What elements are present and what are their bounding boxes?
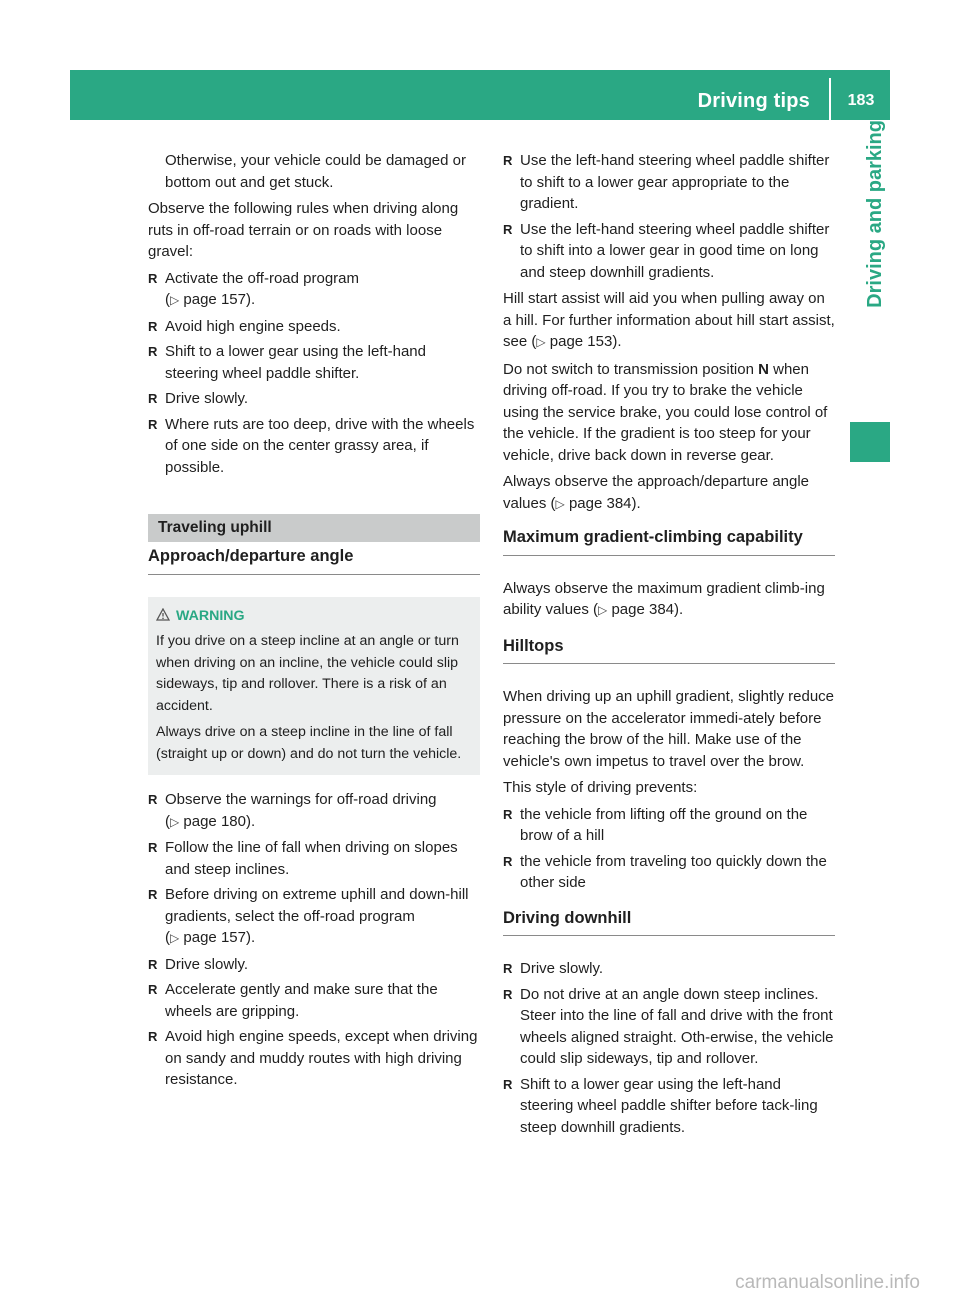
angle-text: [503, 471, 835, 515]
page-ref-link[interactable]: page 180).: [183, 812, 256, 830]
warning-box: [148, 597, 480, 776]
page-number: 183: [847, 92, 875, 109]
warning-text-1: If you drive on a steep incline at an angle or turn when driving on an incline, the vehicle could slip sideways, tip and rollover. There is a risk of an accident.: [156, 633, 459, 714]
list-item-text: Where ruts are too deep, drive with the wheels of one side on the center grassy area, if possible.: [165, 415, 475, 476]
neutral-post: when driving off-road. If you try to brake the vehicle using the service brake, you could lose control of the vehicle. If the gradient is too steep for your vehicle, drive back down in reverse gear.: [503, 360, 828, 464]
hilltops-text-2: This style of driving prevents:: [503, 779, 698, 796]
list-item: [148, 1026, 480, 1091]
list-item-text: Avoid high engine speeds, except when driving on sandy and muddy routes with high driving resistance.: [165, 1028, 478, 1088]
neutral-warning-text: [503, 359, 835, 467]
warning-triangle-icon: [156, 607, 170, 629]
header-separator: [829, 78, 831, 120]
hilltops-list: [503, 804, 835, 894]
uphill-list: [148, 789, 480, 1091]
transmission-position: N: [758, 360, 769, 378]
right-column: [503, 150, 835, 1143]
section-title: Traveling uphill: [148, 514, 480, 542]
list-item: R Observe the warnings for off-road driving (▷ page 180).: [148, 789, 480, 833]
list-item-text: Drive slowly.: [165, 955, 249, 973]
list-item: R Activate the off-road program (▷ page 157).: [148, 268, 480, 312]
warning-text-2: Always drive on a steep incline in the line of fall (straight up or down) and do not turn the vehicle.: [156, 724, 462, 762]
side-tab-label: Driving and parking: [864, 120, 886, 308]
list-item: [148, 316, 480, 338]
paddle-list: [503, 150, 835, 283]
page-ref-icon: ▷: [536, 335, 546, 349]
approach-heading: Approach/departure angle: [148, 546, 480, 575]
list-item: [148, 341, 480, 384]
list-item: [148, 954, 480, 976]
neutral-pre: Do not switch to transmission position: [503, 360, 759, 378]
list-item-text: Use the left-hand steering wheel paddle shifter to shift into a lower gear in good time on long and steep downhill gradients.: [520, 220, 830, 281]
list-item-text: Use the left-hand steering wheel paddle shifter to shift to a lower gear appropriate to the gradient.: [520, 152, 830, 212]
list-item-text: Observe the warnings for off-road driving: [165, 791, 437, 808]
list-item-text: Shift to a lower gear using the left-hand steering wheel paddle shifter before tack-ling steep downhill gradients.: [520, 1075, 818, 1136]
side-tab-marker: [850, 422, 890, 462]
list-item: R Before driving on extreme uphill and down-hill gradients, select the off-road program (▷ page 157).: [148, 884, 480, 950]
list-item-text: Follow the line of fall when driving on slopes and steep inclines.: [165, 839, 458, 878]
list-item-text: Shift to a lower gear using the left-hand steering wheel paddle shifter.: [165, 343, 426, 382]
list-item: [503, 804, 835, 847]
list-item: [148, 837, 480, 880]
page-ref-icon: ▷: [170, 931, 180, 945]
list-item: [503, 219, 835, 284]
list-item-text: Before driving on extreme uphill and down-hill gradients, select the off-road program: [165, 886, 469, 925]
intro-continuation: Otherwise, your vehicle could be damaged or bottom out and get stuck.: [165, 152, 466, 191]
page-ref-link[interactable]: page 384).: [568, 494, 641, 512]
max-gradient-text: [503, 578, 835, 622]
page-ref-icon: ▷: [555, 496, 565, 511]
list-item: [148, 979, 480, 1022]
page-ref-icon: ▷: [170, 293, 180, 307]
warning-header: [156, 606, 472, 629]
downhill-heading: Driving downhill: [503, 908, 835, 937]
side-tab: [850, 120, 890, 410]
list-item: [503, 958, 835, 980]
list-item: [148, 388, 480, 410]
list-item: [503, 851, 835, 894]
page-ref-link[interactable]: page 384).: [611, 601, 684, 618]
hilltops-text-1: When driving up an uphill gradient, slightly reduce pressure on the accelerator immedi-ately before reaching the brow of the hill. Make use of the vehicle's own impetus to travel over the brow.: [503, 688, 835, 770]
list-item: [148, 414, 480, 479]
list-item-text: Accelerate gently and make sure that the wheels are gripping.: [165, 981, 438, 1020]
watermark: carmanualsonline.info: [735, 1272, 920, 1293]
list-item-text: Avoid high engine speeds.: [165, 317, 341, 335]
hilltops-heading: Hilltops: [503, 636, 835, 665]
page-header: [70, 70, 890, 120]
list-item-text: the vehicle from lifting off the ground on the brow of a hill: [520, 805, 808, 844]
list-item: [503, 984, 835, 1070]
list-item: [503, 1074, 835, 1139]
list-item-text: Do not drive at an angle down steep inclines. Steer into the line of fall and drive with the front wheels aligned straight. Oth-erwise, the vehicle could slip sideways, tip and rollover.: [520, 985, 834, 1067]
list-item-text: Activate the off-road program: [165, 269, 359, 287]
page-ref-link[interactable]: page 157).: [183, 291, 256, 308]
left-column: [148, 150, 480, 1096]
list-item: [503, 150, 835, 215]
warning-label: WARNING: [176, 607, 245, 624]
angle-body: Always observe the approach/departure angle values (: [503, 473, 810, 512]
hill-start-text: [503, 288, 835, 354]
list-item-text: Drive slowly.: [520, 960, 604, 977]
page-ref-icon: ▷: [170, 814, 180, 829]
list-item-text: Drive slowly.: [165, 390, 249, 407]
max-gradient-body: Always observe the maximum gradient climb-ing ability values (: [503, 579, 825, 618]
page-ref-link[interactable]: page 157).: [183, 929, 256, 946]
max-gradient-heading: Maximum gradient-climbing capability: [503, 527, 835, 556]
list-item-text: the vehicle from traveling too quickly down the other side: [520, 852, 827, 891]
header-title: Driving tips: [697, 90, 810, 112]
ruts-list: [148, 268, 480, 479]
ruts-intro: Observe the following rules when driving along ruts in off-road terrain or on roads with loose gravel:: [148, 200, 459, 260]
hill-start-body: Hill start assist will aid you when pulling away on a hill. For further information about hill start assist, see (: [503, 290, 835, 350]
page-ref-icon: ▷: [598, 603, 608, 617]
downhill-list: [503, 958, 835, 1138]
page-ref-link[interactable]: page 153).: [549, 333, 622, 350]
